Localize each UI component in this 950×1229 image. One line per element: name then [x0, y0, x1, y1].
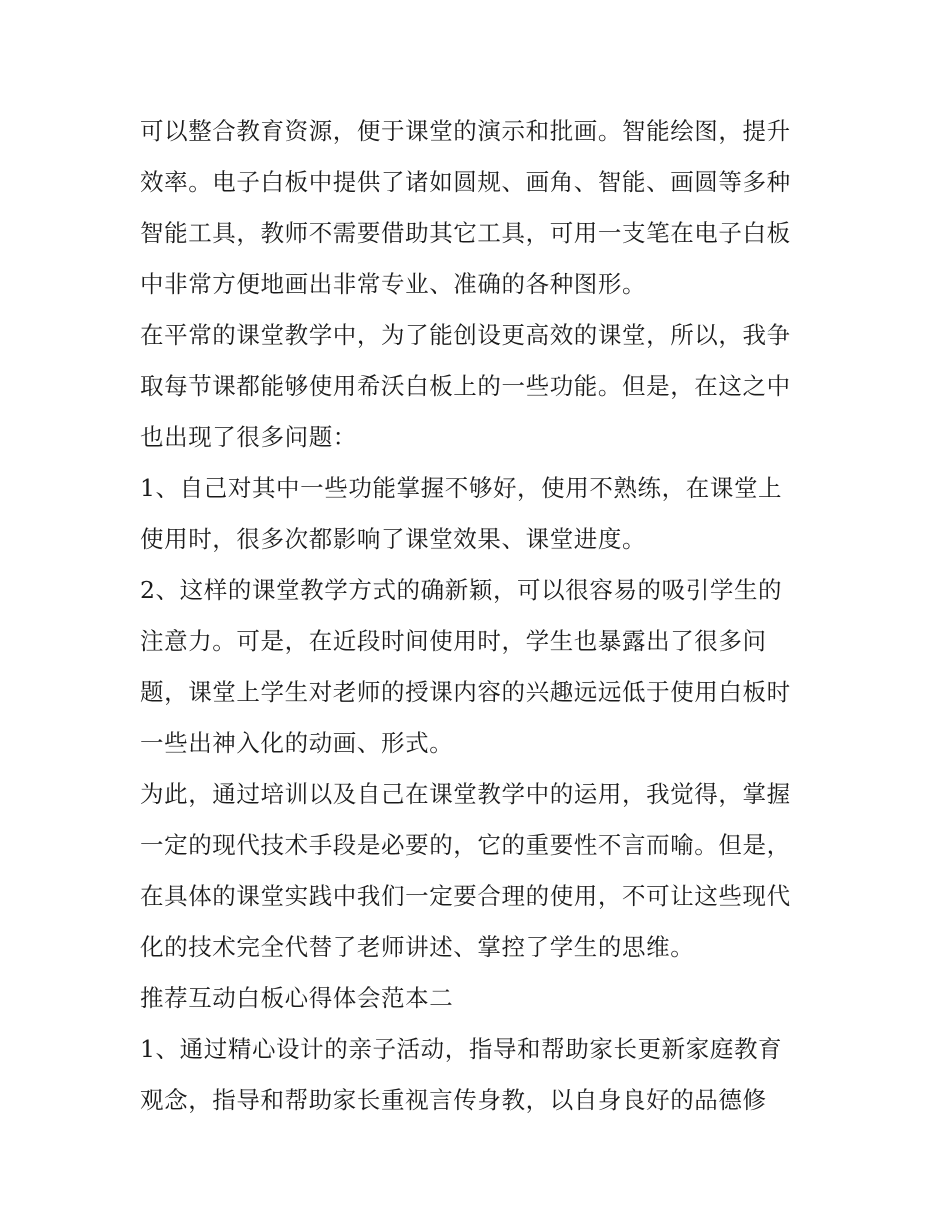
text-line: 2、这样的课堂教学方式的确新颖，可以很容易的吸引学生的 [140, 576, 783, 604]
text-line: 1、通过精心设计的亲子活动，指导和帮助家长更新家庭教育 [140, 1035, 783, 1063]
text-line: 化的技术完全代替了老师讲述、掌控了学生的思维。 [140, 933, 695, 961]
text-line: 效率。电子白板中提供了诸如圆规、画角、智能、画圆等多种 [140, 168, 791, 196]
text-line: 也出现了很多问题： [140, 423, 357, 451]
text-line: 观念，指导和帮助家长重视言传身教，以自身良好的品德修 [140, 1086, 767, 1114]
document-body [140, 106, 820, 1126]
text-line: 使用时，很多次都影响了课堂效果、课堂进度。 [140, 525, 647, 553]
text-line: 注意力。可是，在近段时间使用时，学生也暴露出了很多问 [140, 627, 767, 655]
text-line: 智能工具，教师不需要借助其它工具，可用一支笔在电子白板 [140, 219, 791, 247]
text-line: 取每节课都能够使用希沃白板上的一些功能。但是，在这之中 [140, 372, 791, 400]
text-line: 为此，通过培训以及自己在课堂教学中的运用，我觉得，掌握 [140, 780, 791, 808]
text-line: 题，课堂上学生对老师的授课内容的兴趣远远低于使用白板时 [140, 678, 791, 706]
text-line: 一些出神入化的动画、形式。 [140, 729, 454, 757]
text-line: 在具体的课堂实践中我们一定要合理的使用，不可让这些现代 [140, 882, 791, 910]
text-line: 中非常方便地画出非常专业、准确的各种图形。 [140, 270, 647, 298]
text-line: 1、自己对其中一些功能掌握不够好，使用不熟练，在课堂上 [140, 474, 783, 502]
text-line: 在平常的课堂教学中，为了能创设更高效的课堂，所以，我争 [140, 321, 791, 349]
section-heading: 推荐互动白板心得体会范本二 [140, 984, 454, 1012]
text-line: 可以整合教育资源，便于课堂的演示和批画。智能绘图，提升 [140, 117, 791, 145]
text-line: 一定的现代技术手段是必要的，它的重要性不言而喻。但是， [140, 831, 791, 859]
